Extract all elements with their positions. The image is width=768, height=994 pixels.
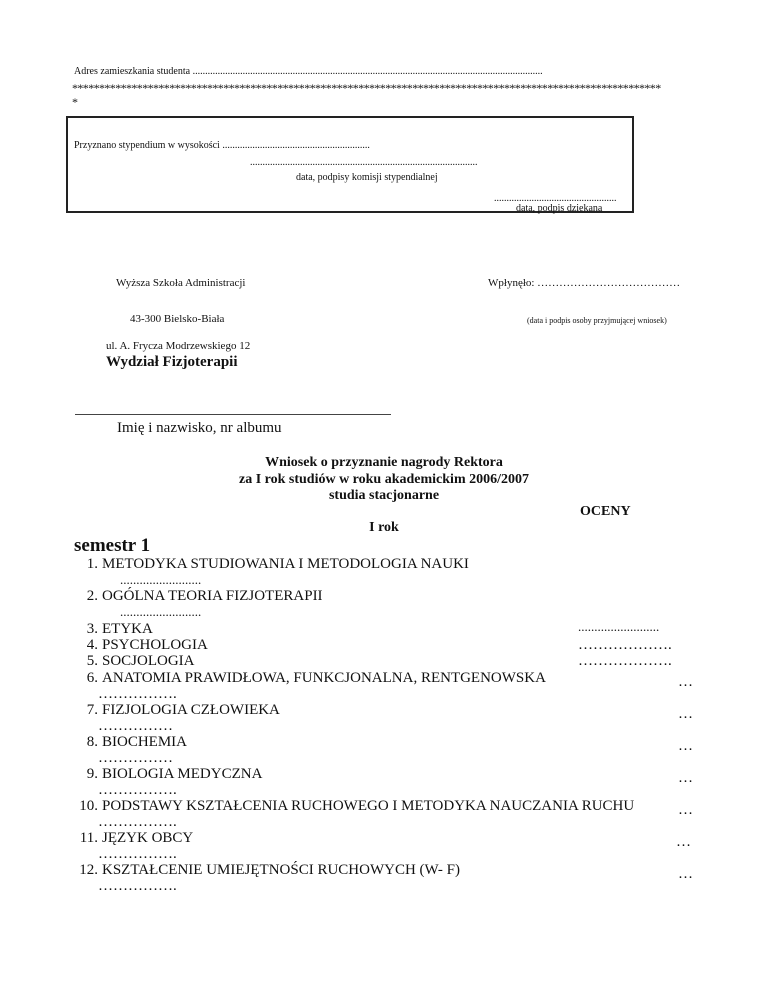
subject-continuation-dots: ……………. bbox=[98, 814, 177, 830]
scholarship-granted-line: Przyznano stypendium w wysokości ........................................................... bbox=[74, 140, 370, 151]
subject-name: PODSTAWY KSZTAŁCENIA RUCHOWEGO I METODYKA NAUCZANIA RUCHU bbox=[102, 798, 635, 814]
grades-header: OCENY bbox=[580, 504, 631, 519]
subject-row: 12. KSZTAŁCENIE UMIEJĘTNOŚCI RUCHOWYCH (W- F) bbox=[79, 862, 460, 878]
received-caption: (data i podpis osoby przyjmującej wniosek) bbox=[527, 316, 667, 325]
grade-dots: ………………. bbox=[578, 637, 672, 653]
title-line-3: studia stacjonarne bbox=[328, 488, 440, 503]
subject-row: 11. JĘZYK OBCY bbox=[79, 830, 194, 846]
institution-name: Wyższa Szkoła Administracji bbox=[116, 277, 246, 289]
subject-continuation-dots: ……………. bbox=[98, 782, 177, 798]
subject-row: 5. SOCJOLOGIA bbox=[86, 653, 195, 669]
subject-name: ETYKA bbox=[102, 621, 153, 637]
subject-row: 6. ANATOMIA PRAWIDŁOWA, FUNKCJONALNA, RENTGENOWSKA bbox=[86, 670, 546, 686]
received-label: Wpłynęło: ………………………………… bbox=[488, 277, 681, 289]
subject-name: OGÓLNA TEORIA FIZJOTERAPII bbox=[102, 588, 323, 604]
grade-dots: … bbox=[678, 738, 693, 754]
subject-name: JĘZYK OBCY bbox=[102, 830, 194, 846]
grade-dots: … bbox=[678, 770, 693, 786]
institution-city: 43-300 Bielsko-Biała bbox=[130, 313, 225, 325]
subject-continuation-dots: ......................... bbox=[120, 604, 202, 619]
grade-dots: ………………. bbox=[578, 653, 672, 669]
subject-continuation-dots: ……………. bbox=[98, 846, 177, 862]
separator-stars-tail: * bbox=[72, 95, 78, 109]
student-name-line bbox=[75, 414, 391, 415]
subject-row: 10. PODSTAWY KSZTAŁCENIA RUCHOWEGO I METODYKA NAUCZANIA RUCHU bbox=[79, 798, 635, 814]
title-line-1: Wniosek o przyznanie nagrody Rektora bbox=[265, 455, 503, 470]
title-line-2: za I rok studiów w roku akademickim 2006/2007 bbox=[238, 472, 529, 487]
subject-name: KSZTAŁCENIE UMIEJĘTNOŚCI RUCHOWYCH (W- F) bbox=[102, 862, 460, 878]
grade-dots: ......................... bbox=[578, 619, 660, 634]
subject-continuation-dots: ……………. bbox=[98, 686, 177, 702]
grade-dots: … bbox=[676, 834, 691, 850]
subject-continuation-dots: …………… bbox=[98, 718, 173, 734]
committee-signature-dots: ........................................................................................... bbox=[250, 157, 478, 168]
subject-continuation-dots: ……………. bbox=[98, 878, 177, 894]
year-label: I rok bbox=[369, 520, 399, 535]
subject-name: SOCJOLOGIA bbox=[102, 653, 195, 669]
institution-street: ul. A. Frycza Modrzewskiego 12 bbox=[106, 340, 251, 352]
separator-stars: ************************************************************************************************************* bbox=[72, 81, 661, 95]
subject-name: METODYKA STUDIOWANIA I METODOLOGIA NAUKI bbox=[102, 556, 469, 572]
faculty-name: Wydział Fizjoterapii bbox=[106, 354, 238, 370]
grade-dots: … bbox=[678, 802, 693, 818]
subject-row: 7. FIZJOLOGIA CZŁOWIEKA bbox=[86, 702, 280, 718]
subject-row: 2. OGÓLNA TEORIA FIZJOTERAPII bbox=[86, 588, 323, 604]
grade-dots: … bbox=[678, 866, 693, 882]
student-address-line: Adres zamieszkania studenta ............................................................................................................................................ bbox=[74, 66, 543, 77]
semester-label: semestr 1 bbox=[74, 535, 151, 556]
subject-continuation-dots: …………… bbox=[98, 750, 173, 766]
student-name-caption: Imię i nazwisko, nr albumu bbox=[117, 420, 282, 436]
subject-name: PSYCHOLOGIA bbox=[102, 637, 208, 653]
subject-continuation-dots: ......................... bbox=[120, 572, 202, 587]
subject-row: 1. METODYKA STUDIOWANIA I METODOLOGIA NAUKI bbox=[86, 556, 469, 572]
subject-row: 3. ETYKA bbox=[86, 621, 153, 637]
dean-signature-dots: ................................................. bbox=[494, 193, 617, 204]
subject-row: 8. BIOCHEMIA bbox=[86, 734, 187, 750]
subject-name: BIOLOGIA MEDYCZNA bbox=[102, 766, 263, 782]
subject-row: 4. PSYCHOLOGIA bbox=[86, 637, 208, 653]
subject-row: 9. BIOLOGIA MEDYCZNA bbox=[86, 766, 263, 782]
grade-dots: … bbox=[678, 674, 693, 690]
subject-name: ANATOMIA PRAWIDŁOWA, FUNKCJONALNA, RENTGENOWSKA bbox=[102, 670, 546, 686]
dean-signature-caption: data, podpis dziekana bbox=[516, 203, 603, 214]
committee-signature-caption: data, podpisy komisji stypendialnej bbox=[296, 172, 438, 183]
subject-name: FIZJOLOGIA CZŁOWIEKA bbox=[102, 702, 280, 718]
subject-name: BIOCHEMIA bbox=[102, 734, 187, 750]
grade-dots: … bbox=[678, 706, 693, 722]
